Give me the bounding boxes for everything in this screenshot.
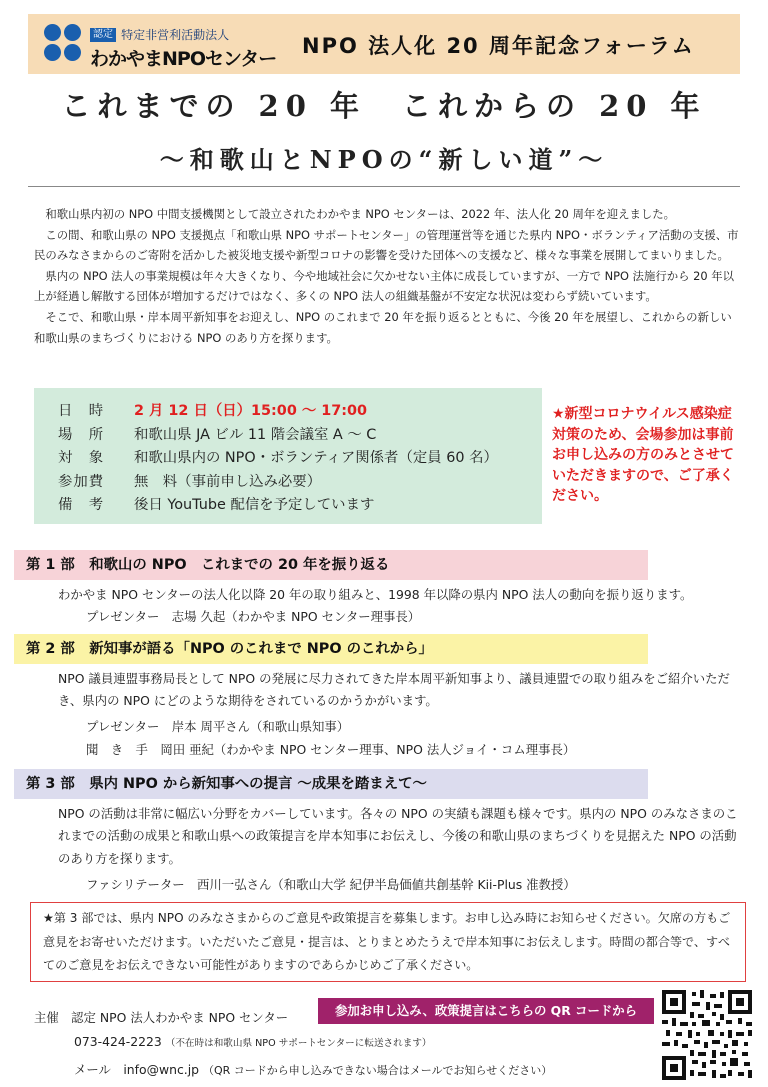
email-link[interactable]: info@wnc.jp (123, 1062, 200, 1077)
event-info-box (34, 388, 542, 524)
intro-paragraph: 和歌山県内初の NPO 中間支援機関として設立されたわかやま NPO センターは、2022 年、法人化 20 周年を迎えました。 (45, 207, 676, 221)
info-row-date (58, 400, 542, 424)
intro-paragraph: この間、和歌山県の NPO 支援拠点「和歌山県 NPO サポートセンター」の管理運営等を通じた県内 NPO・ボランティア活動の支援、市民のみなさまからのご寄附を活かした被災地支援や新型コロナの影響を受けた団体への支援など、様々な事業を展開してまいりました。 (34, 227, 739, 263)
part-2-heading: 第 2 部 新知事が語る「NPO のこれまで NPO のこれから」 (14, 634, 648, 664)
info-row-venue (58, 424, 542, 448)
part-1-heading: 第 1 部 和歌山の NPO これまでの 20 年を振り返る (14, 550, 648, 580)
info-row-fee (58, 471, 542, 495)
organization-name (90, 24, 276, 71)
info-value: 後日 YouTube 配信を予定しています (134, 497, 375, 514)
part-2-interviewer: 聞 き 手 岡田 亜紀（わかやま NPO センター理事、NPO 法人ジョイ・コム理事長） (86, 742, 576, 757)
intro-paragraph: 県内の NPO 法人の事業規模は年々大きくなり、今や地域社会に欠かせない主体に成長していますが、一方で NPO 法施行から 20 年以上が経過し解散する団体が増加するだけではなく、多くの NPO 法人の組織基盤が不安定な状況は変わらず続いています。 (34, 268, 735, 304)
info-value: 和歌山県内の NPO・ボランティア関係者（定員 60 名） (134, 450, 498, 467)
mail-line (74, 1060, 552, 1078)
divider (28, 186, 740, 187)
main-title: これまでの 20 年 これからの 20 年 (61, 89, 707, 123)
part-3-heading: 第 3 部 県内 NPO から新知事への提言 〜成果を踏まえて〜 (14, 769, 648, 799)
info-row-target (58, 447, 542, 471)
qr-code-icon[interactable] (662, 990, 752, 1080)
certified-badge: 認定 (90, 28, 116, 42)
host-name: 認定 NPO 法人わかやま NPO センター (71, 1010, 289, 1025)
host-label: 主催 (34, 1010, 59, 1025)
intro-text (34, 204, 740, 348)
phone-line (74, 1034, 432, 1049)
org-type: 特定非営利活動法人 (121, 28, 230, 42)
info-label: 場 所 (58, 426, 105, 443)
info-row-remarks (58, 494, 542, 518)
part-3-description: NPO の活動は非常に幅広い分野をカバーしています。各々の NPO の実績も課題も様々です。県内の NPO のみなさまのこれまでの活動の成果と和歌山県への政策提言を岸本知事にお伝えし、今後の和歌山県のまちづくりを見据えた NPO の活動のあり方を探ります。 (58, 806, 738, 866)
info-label: 参加費 (58, 473, 105, 490)
info-value: 無 料（事前申し込み必要） (134, 473, 322, 490)
qr-banner: 参加お申し込み、政策提言はこちらの QR コードから (318, 998, 654, 1024)
part-1-presenter: プレゼンター 志場 久起（わかやま NPO センター理事長） (86, 609, 421, 624)
info-value: 和歌山県 JA ビル 11 階会議室 A 〜 C (134, 426, 377, 443)
host-line (34, 1008, 288, 1026)
intro-paragraph: そこで、和歌山県・岸本周平新知事をお迎えし、NPO のこれまで 20 年を振り返るとともに、今後 20 年を展望し、これからの新しい和歌山県のまちづくりにおける NPO のあり方を探ります。 (34, 309, 732, 345)
part-2-presenter: プレゼンター 岸本 周平さん（和歌山県知事） (86, 719, 350, 734)
covid-note: ★新型コロナウイルス感染症対策のため、会場参加は事前お申し込みの方のみとさせていただきますので、ご了承ください。 (552, 406, 734, 504)
part-2-description: NPO 議員連盟事務局長として NPO の発展に尽力されてきた岸本周平新知事より、議員連盟での取り組みをご紹介いただき、県内の NPO にどのような期待をされているのかうかがいます。 (58, 671, 730, 709)
sub-title: 〜和歌山とNPOの“新しい道”〜 (159, 145, 609, 174)
info-label: 対 象 (58, 450, 105, 467)
phone-number: 073-424-2223 (74, 1034, 162, 1049)
forum-title: NPO 法人化 20 周年記念フォーラム (302, 34, 695, 58)
mail-note: （QR コードから申し込みできない場合はメールでお知らせください） (202, 1064, 553, 1077)
part-3-facilitator: ファシリテーター 西川一弘さん（和歌山大学 紀伊半島価値共創基幹 Kii-Plus 准教授） (86, 877, 576, 892)
phone-note: （不在時は和歌山県 NPO サポートセンターに転送されます） (165, 1038, 432, 1049)
mail-label: メール (74, 1062, 111, 1077)
proposal-notice: ★第 3 部では、県内 NPO のみなさまからのご意見や政策提言を募集します。お申し込み時にお知らせください。欠席の方もご意見をお寄せいただけます。いただいたご意見・提言は、とりまとめたうえで岸本知事にお伝えします。時間の都合等で、すべてのご意見をお伝えできない可能性がありますのであらかじめご了承ください。 (30, 902, 746, 982)
npo-center-logo (44, 24, 84, 64)
info-label: 備 考 (58, 497, 105, 514)
part-1-description: わかやま NPO センターの法人化以降 20 年の取り組みと、1998 年以降の県内 NPO 法人の動向を振り返ります。 (58, 587, 693, 602)
org-name: わかやまNPOセンター (90, 48, 277, 70)
info-label: 日 時 (58, 403, 105, 419)
info-value: 2 月 12 日（日）15:00 〜 17:00 (134, 403, 368, 419)
